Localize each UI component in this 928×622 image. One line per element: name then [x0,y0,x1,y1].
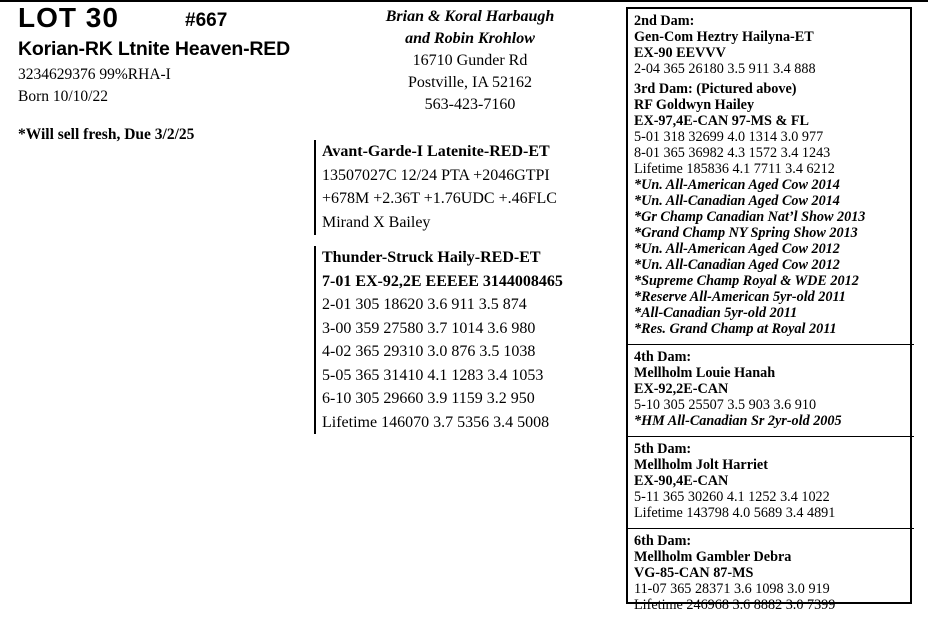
second-dam-section [634,13,910,81]
award-line: *Gr Champ Canadian Nat’l Show 2013 [634,209,866,225]
birth-date: Born 10/10/22 [18,88,108,105]
award-line: *Supreme Champ Royal & WDE 2012 [634,273,859,289]
dam-lifetime: Lifetime 146070 3.7 5356 3.4 5008 [322,413,550,431]
dam-name: Thunder-Struck Haily-RED-ET [322,249,541,266]
top-rule [0,0,928,2]
dam-record: 2-01 305 18620 3.6 911 3.5 874 [322,296,527,313]
award-line: *Un. All-Canadian Aged Cow 2014 [634,193,840,209]
award-line: *Res. Grand Champ at Royal 2011 [634,321,837,337]
ancestor-record: 2-04 365 26180 3.5 911 3.4 888 [634,61,816,77]
award-line: *Un. All-American Aged Cow 2014 [634,177,840,193]
ancestor-lifetime: Lifetime 143798 4.0 5689 3.4 4891 [634,505,836,521]
sire-line: +678M +2.36T +1.76UDC +.46FLC [322,190,557,207]
third-dam-section [634,81,910,341]
section-divider [628,528,914,529]
owners-block [340,6,600,116]
ancestor-record: 5-11 365 30260 4.1 1252 3.4 1022 [634,489,830,505]
owner-city: Postville, IA 52162 [407,74,532,91]
section-divider [628,344,914,345]
ancestor-name: RF Goldwyn Hailey [634,97,755,113]
ancestor-name: Gen-Com Heztry Hailyna-ET [634,29,814,45]
award-line: *Reserve All-American 5yr-old 2011 [634,289,846,305]
dam-record: 4-02 365 29310 3.0 876 3.5 1038 [322,343,536,360]
section-heading: 2nd Dam: [634,13,695,29]
ancestor-record: 8-01 365 36982 4.3 1572 3.4 1243 [634,145,831,161]
sire-line: 13507027C 12/24 PTA +2046GTPI [322,166,550,184]
ancestor-classification: VG-85-CAN 87-MS [634,565,754,581]
section-heading: 4th Dam: [634,349,692,365]
award-line: *All-Canadian 5yr-old 2011 [634,305,798,321]
dam-record: 3-00 359 27580 3.7 1014 3.6 980 [322,319,536,337]
owner-phone: 563-423-7160 [424,96,516,113]
sire-block [314,140,557,235]
dam-record: 5-05 365 31410 4.1 1283 3.4 1053 [322,366,544,384]
fourth-dam-section [634,349,910,433]
ancestor-classification: EX-90,4E-CAN [634,473,729,489]
cow-name: Korian-RK Ltnite Heaven-RED [18,38,290,60]
ancestor-record: 5-10 305 25507 3.5 903 3.6 910 [634,397,817,413]
ancestor-lifetime: Lifetime 185836 4.1 7711 3.4 6212 [634,161,835,177]
sire-line: Mirand X Bailey [322,213,431,231]
ancestor-name: Mellholm Jolt Harriet [634,457,768,473]
dam-classification: 7-01 EX-92,2E EEEEE 3144008465 [322,272,563,290]
registration-line: 3234629376 99%RHA-I [18,66,171,83]
ancestor-classification: EX-97,4E-CAN 97-MS & FL [634,113,809,129]
section-heading: 3rd Dam: (Pictured above) [634,81,797,97]
sixth-dam-section [634,533,910,617]
award-line: *Grand Champ NY Spring Show 2013 [634,225,858,241]
fresh-note: *Will sell fresh, Due 3/2/25 [18,126,195,143]
ancestor-classification: EX-92,2E-CAN [634,381,729,397]
section-divider [628,436,914,437]
ancestor-record: 11-07 365 28371 3.6 1098 3.0 919 [634,581,830,597]
pedigree-box [626,7,912,613]
ancestor-classification: EX-90 EEVVV [634,45,726,61]
dam-record: 6-10 305 29660 3.9 1159 3.2 950 [322,390,535,407]
owner-line-1: Brian & Koral Harbaugh [385,8,555,25]
ancestor-name: Mellholm Gambler Debra [634,549,792,565]
fifth-dam-section [634,441,910,525]
section-heading: 6th Dam: [634,533,692,549]
ancestor-name: Mellholm Louie Hanah [634,365,776,381]
sire-name: Avant-Garde-I Latenite-RED-ET [322,143,550,160]
section-heading: 5th Dam: [634,441,692,457]
ancestor-record: 5-01 318 32699 4.0 1314 3.0 977 [634,129,824,145]
owner-line-2: and Robin Krohlow [405,30,535,47]
award-line: *HM All-Canadian Sr 2yr-old 2005 [634,413,842,429]
ancestor-lifetime: Lifetime 246968 3.6 8882 3.0 7399 [634,597,836,613]
award-line: *Un. All-American Aged Cow 2012 [634,241,840,257]
dam-block [314,246,563,434]
award-line: *Un. All-Canadian Aged Cow 2012 [634,257,840,273]
owner-address: 16710 Gunder Rd [412,52,528,69]
tag-number: #667 [185,10,228,31]
lot-number: LOT 30 [18,2,119,33]
